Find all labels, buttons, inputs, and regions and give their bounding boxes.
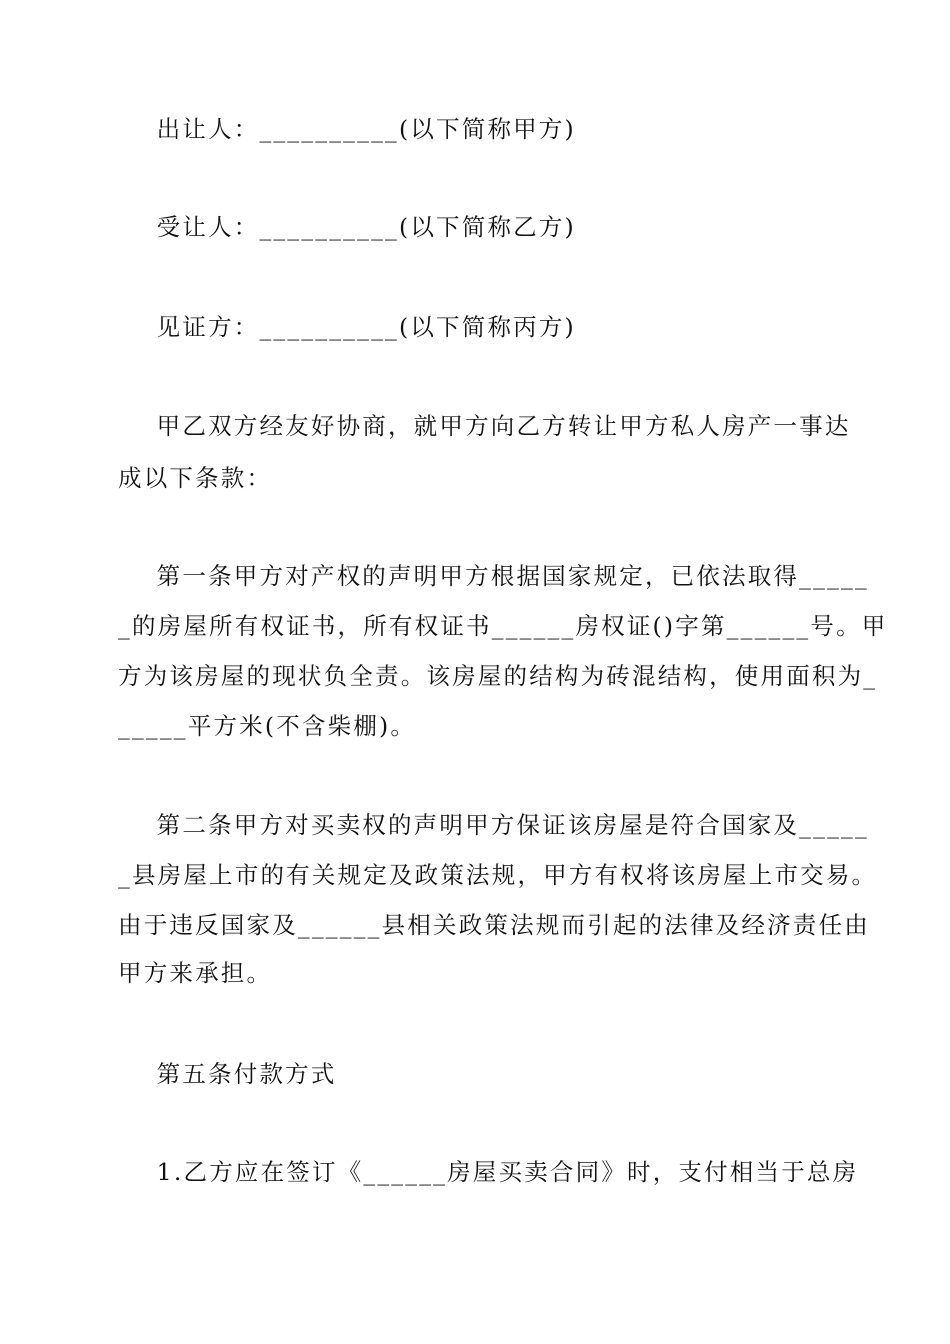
article-2-line-4: 甲方来承担。 <box>118 959 273 987</box>
witness-line: 见证方：__________(以下简称丙方) <box>118 313 576 341</box>
article-1-line-2: _的房屋所有权证书，所有权证书______房权证()字第______号。甲 <box>118 612 888 640</box>
article-2-line-2: _县房屋上市的有关规定及政策法规，甲方有权将该房屋上市交易。 <box>118 861 878 889</box>
grantor-line: 出让人：__________(以下简称甲方) <box>118 115 576 143</box>
preamble-line-1: 甲乙双方经友好协商，就甲方向乙方转让甲方私人房产一事达 <box>118 412 851 440</box>
preamble-line-2: 成以下条款： <box>118 464 273 492</box>
article-1-line-1: 第一条甲方对产权的声明甲方根据国家规定，已依法取得_____ <box>118 562 869 590</box>
article-2-line-3: 由于违反国家及______县相关政策法规而引起的法律及经济责任由 <box>118 911 870 939</box>
article-5-heading: 第五条付款方式 <box>118 1060 337 1088</box>
article-1-line-3: 方为该房屋的现状负全责。该房屋的结构为砖混结构，使用面积为_ <box>118 662 878 690</box>
article-1-line-4: _____平方米(不含柴棚)。 <box>118 712 417 740</box>
article-2-line-1: 第二条甲方对买卖权的声明甲方保证该房屋是符合国家及_____ <box>118 811 869 839</box>
grantee-line: 受让人：__________(以下简称乙方) <box>118 213 576 241</box>
payment-1-line-1: 1.乙方应在签订《______房屋买卖合同》时，支付相当于总房 <box>118 1158 859 1186</box>
